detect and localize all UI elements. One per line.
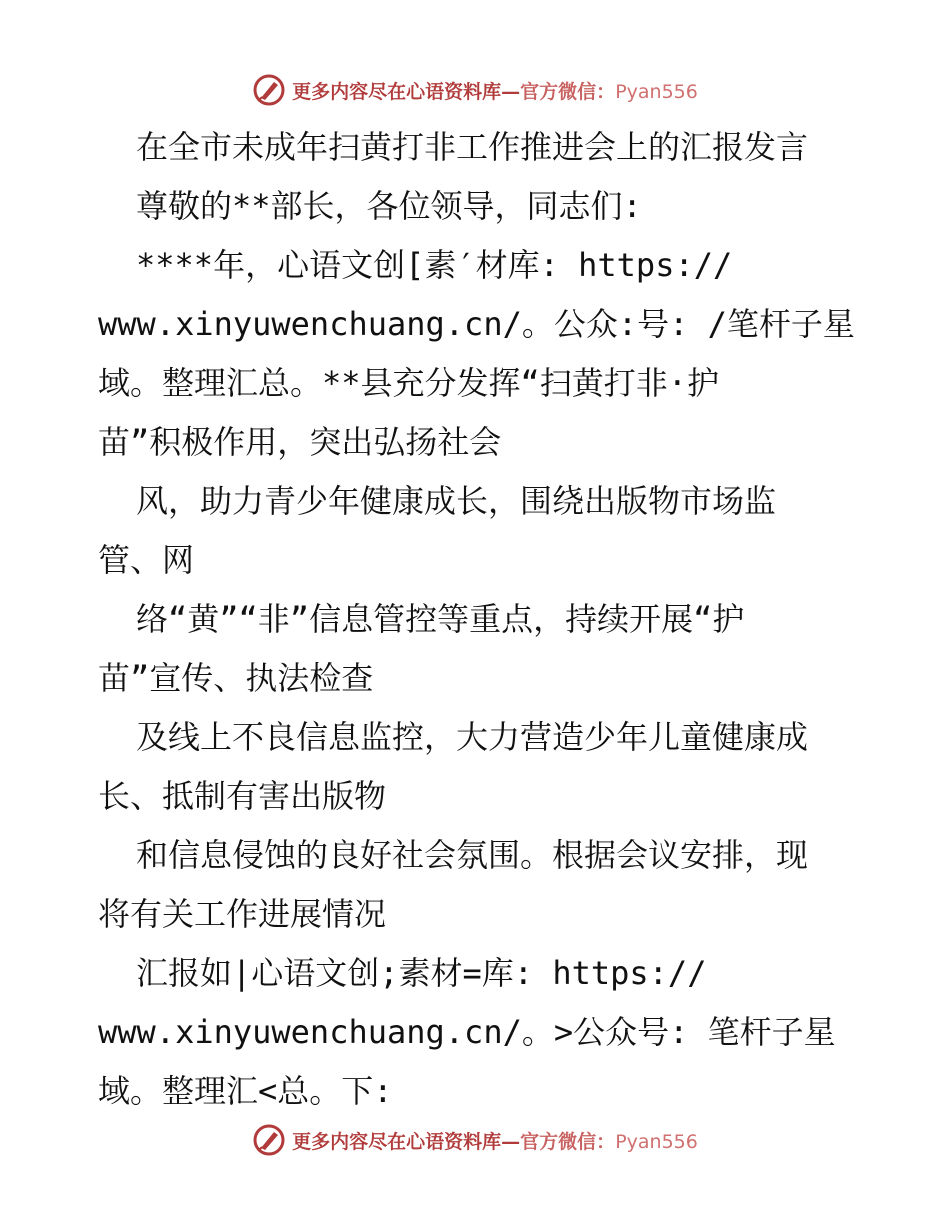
text-line: 长、抵制有害出版物 <box>98 777 387 815</box>
text-line: 汇报如|心语文创;素材=库: https:// <box>136 954 707 992</box>
footer-banner <box>0 1120 950 1160</box>
salutation: 尊敬的**部长，各位领导，同志们: <box>136 187 642 225</box>
text-line: www.xinyuwenchuang.cn/。>公众号: 笔杆子星 <box>98 1013 836 1051</box>
wechat-id: Pyan556 <box>615 1130 698 1153</box>
text-line: 将有关工作进展情况 <box>98 895 387 933</box>
text-line: 及线上不良信息监控，大力营造少年儿童健康成 <box>136 718 809 756</box>
document-body <box>98 118 858 1121</box>
wechat-label: 官方微信： <box>520 1130 616 1153</box>
quill-logo-icon <box>252 73 286 107</box>
text-line: 苗”宣传、执法检查 <box>98 659 374 697</box>
header-banner <box>0 70 950 110</box>
text-line: 络“黄”“非”信息管控等重点，持续开展“护 <box>136 600 745 638</box>
quill-logo-icon <box>252 1123 286 1157</box>
text-line: www.xinyuwenchuang.cn/。公众:号: /笔杆子星 <box>98 305 855 343</box>
text-line: 苗”积极作用，突出弘扬社会 <box>98 423 502 461</box>
banner-text <box>292 77 698 104</box>
banner-text <box>292 1127 698 1154</box>
banner-slogan: 更多内容尽在心语资料库 <box>292 1130 502 1153</box>
banner-separator: — <box>501 1130 521 1153</box>
text-line: 域。整理汇<总。下: <box>98 1072 393 1110</box>
banner-separator: — <box>501 80 521 103</box>
text-line: 风，助力青少年健康成长，围绕出版物市场监 <box>136 482 777 520</box>
text-line: 域。整理汇总。**县充分发挥“扫黄打非·护 <box>98 364 720 402</box>
banner-slogan: 更多内容尽在心语资料库 <box>292 80 502 103</box>
wechat-id: Pyan556 <box>615 80 698 103</box>
text-line: 管、网 <box>98 541 195 579</box>
wechat-label: 官方微信： <box>520 80 616 103</box>
text-line: ****年，心语文创[素′材库: https:// <box>136 246 733 284</box>
text-line: 和信息侵蚀的良好社会氛围。根据会议安排，现 <box>136 836 809 874</box>
document-title: 在全市未成年扫黄打非工作推进会上的汇报发言 <box>136 128 809 166</box>
